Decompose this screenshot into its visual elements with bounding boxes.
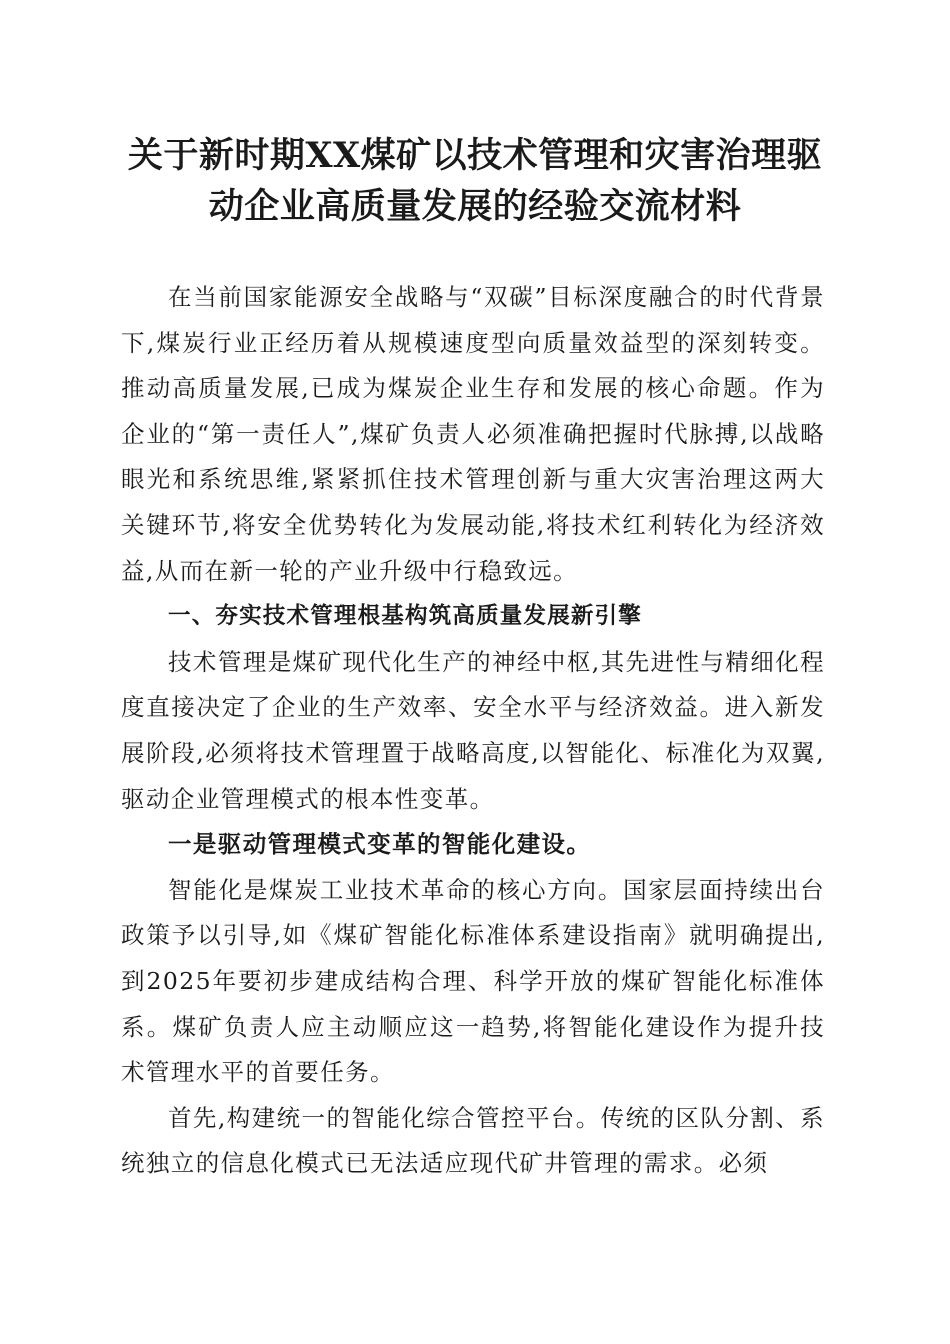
subsection-heading-1: 一是驱动管理模式变革的智能化建设。 — [168, 830, 592, 859]
document-body — [121, 275, 825, 1187]
subsection-1-paragraph: 智能化是煤炭工业技术革命的核心方向。国家层面持续出台政策予以引导,如《煤矿智能化标准体系建设指南》就明确提出,到2025年要初步建成结构合理、科学开放的煤矿智能化标准体系。煤矿负责人应主动顺应这一趋势,将智能化建设作为提升技术管理水平的首要任务。 — [121, 875, 825, 1087]
subsection-1-paragraph-2: 首先,构建统一的智能化综合管控平台。传统的区队分割、系统独立的信息化模式已无法适应现代矿井管理的需求。必须 — [121, 1103, 825, 1178]
title-line-2: 动企业高质量发展的经验交流材料 — [208, 186, 742, 227]
section-1-paragraph: 技术管理是煤矿现代化生产的神经中枢,其先进性与精细化程度直接决定了企业的生产效率、安全水平与经济效益。进入新发展阶段,必须将技术管理置于战略高度,以智能化、标准化为双翼,驱动企业管理模式的根本性变革。 — [121, 647, 825, 813]
intro-paragraph: 在当前国家能源安全战略与“双碳”目标深度融合的时代背景下,煤炭行业正经历着从规模速度型向质量效益型的深刻转变。推动高质量发展,已成为煤炭企业生存和发展的核心命题。作为企业的“第一责任人”,煤矿负责人必须准确把握时代脉搏,以战略眼光和系统思维,紧紧抓住技术管理创新与重大灾害治理这两大关键环节,将安全优势转化为发展动能,将技术红利转化为经济效益,从而在新一轮的产业升级中行稳致远。 — [121, 283, 825, 585]
document-title — [100, 130, 850, 232]
section-heading-1: 一、夯实技术管理根基构筑高质量发展新引擎 — [168, 603, 643, 630]
title-line-1: 关于新时期XX煤矿以技术管理和灾害治理驱 — [127, 135, 823, 176]
